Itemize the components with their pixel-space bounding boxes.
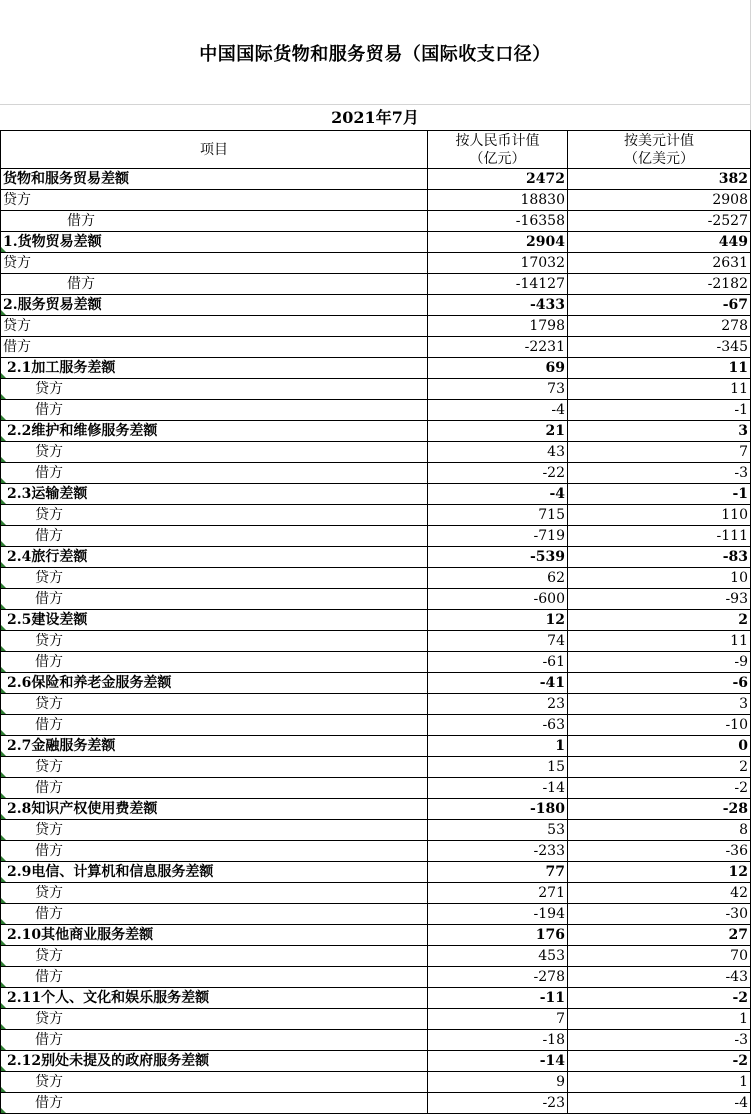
row-label <box>1 610 428 631</box>
page-title: 中国国际货物和服务贸易（国际收支口径） <box>199 44 551 65</box>
cell-marker-icon <box>1 247 6 252</box>
table-row <box>1 400 751 421</box>
cell-marker-icon <box>1 520 6 525</box>
table-row <box>1 610 751 631</box>
table-row <box>1 568 751 589</box>
rmb-value: -14 <box>428 1051 568 1072</box>
row-label <box>1 232 428 253</box>
usd-value: -2 <box>568 1051 751 1072</box>
cell-marker-icon <box>1 541 6 546</box>
usd-value: -43 <box>568 967 751 988</box>
rmb-value: -278 <box>428 967 568 988</box>
header-rmb-line1: 按人民币计值 <box>455 132 540 149</box>
row-label-text: 借方 <box>35 654 63 670</box>
row-label-text: 借方 <box>35 591 63 607</box>
row-label <box>1 883 428 904</box>
rmb-value: 53 <box>428 820 568 841</box>
table-row <box>1 442 751 463</box>
usd-value: 11 <box>568 631 751 652</box>
table-row <box>1 904 751 925</box>
row-label <box>1 1093 428 1114</box>
table-row <box>1 253 751 274</box>
rmb-value: -11 <box>428 988 568 1009</box>
cell-marker-icon <box>1 940 6 945</box>
table-row <box>1 421 751 442</box>
row-label <box>1 736 428 757</box>
cell-marker-icon <box>1 772 6 777</box>
row-label-text: 贷方 <box>3 255 31 271</box>
usd-value: 2631 <box>568 253 751 274</box>
table-row <box>1 547 751 568</box>
cell-marker-icon <box>1 310 6 315</box>
cell-marker-icon <box>1 835 6 840</box>
rmb-value: -539 <box>428 547 568 568</box>
cell-marker-icon <box>1 856 6 861</box>
table-row <box>1 1051 751 1072</box>
row-label <box>1 190 428 211</box>
row-label-text: 贷方 <box>35 570 63 586</box>
rmb-value: -4 <box>428 484 568 505</box>
usd-value: -2 <box>568 988 751 1009</box>
usd-value: 11 <box>568 358 751 379</box>
table-row <box>1 883 751 904</box>
rmb-value: 17032 <box>428 253 568 274</box>
row-label <box>1 988 428 1009</box>
row-label-text: 贷方 <box>35 1074 63 1090</box>
header-usd <box>568 131 751 169</box>
rmb-value: 2904 <box>428 232 568 253</box>
rmb-value: -14127 <box>428 274 568 295</box>
rmb-value: 1798 <box>428 316 568 337</box>
header-usd-line2: （亿美元） <box>624 150 694 167</box>
usd-value: 1 <box>568 1072 751 1093</box>
row-label <box>1 589 428 610</box>
row-label <box>1 631 428 652</box>
row-label <box>1 1051 428 1072</box>
table-row <box>1 316 751 337</box>
usd-value: -28 <box>568 799 751 820</box>
row-label <box>1 1030 428 1051</box>
row-label-text: 2.4旅行差额 <box>7 549 88 565</box>
table-row <box>1 526 751 547</box>
rmb-value: 271 <box>428 883 568 904</box>
row-label-text: 贷方 <box>35 696 63 712</box>
rmb-value: -63 <box>428 715 568 736</box>
row-label <box>1 211 428 232</box>
table-row <box>1 295 751 316</box>
cell-marker-icon <box>1 415 6 420</box>
row-label-text: 借方 <box>35 402 63 418</box>
row-label <box>1 463 428 484</box>
row-label <box>1 295 428 316</box>
rmb-value: 23 <box>428 694 568 715</box>
rmb-value: -194 <box>428 904 568 925</box>
row-label-text: 借方 <box>67 276 95 292</box>
table-row <box>1 652 751 673</box>
row-label <box>1 421 428 442</box>
usd-value: 278 <box>568 316 751 337</box>
cell-marker-icon <box>1 394 6 399</box>
cell-marker-icon <box>1 478 6 483</box>
row-label-text: 借方 <box>3 339 31 355</box>
row-label-text: 借方 <box>35 717 63 733</box>
rmb-value: 176 <box>428 925 568 946</box>
usd-value: 11 <box>568 379 751 400</box>
row-label <box>1 946 428 967</box>
usd-value: -67 <box>568 295 751 316</box>
rmb-value: -180 <box>428 799 568 820</box>
row-label-text: 货物和服务贸易差额 <box>3 171 129 187</box>
usd-value: -1 <box>568 400 751 421</box>
row-label-text: 贷方 <box>35 948 63 964</box>
row-label-text: 贷方 <box>3 192 31 208</box>
row-label-text: 贷方 <box>35 507 63 523</box>
row-label <box>1 673 428 694</box>
header-rmb-line2: （亿元） <box>469 150 526 167</box>
usd-value: -83 <box>568 547 751 568</box>
usd-value: -3 <box>568 463 751 484</box>
cell-marker-icon <box>1 982 6 987</box>
table-row <box>1 862 751 883</box>
usd-value: -111 <box>568 526 751 547</box>
rmb-value: -18 <box>428 1030 568 1051</box>
row-label-text: 贷方 <box>35 885 63 901</box>
table-row <box>1 820 751 841</box>
rmb-value: 43 <box>428 442 568 463</box>
cell-marker-icon <box>1 499 6 504</box>
rmb-value: -23 <box>428 1093 568 1114</box>
cell-marker-icon <box>1 1024 6 1029</box>
table-row <box>1 988 751 1009</box>
table-row <box>1 463 751 484</box>
table-row <box>1 799 751 820</box>
cell-marker-icon <box>1 919 6 924</box>
table-row <box>1 631 751 652</box>
row-label-text: 借方 <box>35 780 63 796</box>
cell-marker-icon <box>1 877 6 882</box>
rmb-value: -433 <box>428 295 568 316</box>
rmb-value: 74 <box>428 631 568 652</box>
usd-value: 3 <box>568 421 751 442</box>
rmb-value: -719 <box>428 526 568 547</box>
usd-value: 42 <box>568 883 751 904</box>
cell-marker-icon <box>1 604 6 609</box>
rmb-value: 69 <box>428 358 568 379</box>
row-label-text: 2.9电信、计算机和信息服务差额 <box>7 864 214 880</box>
title-area <box>0 0 751 105</box>
row-label-text: 2.8知识产权使用费差额 <box>7 801 158 817</box>
cell-marker-icon <box>1 898 6 903</box>
header-usd-line1: 按美元计值 <box>624 132 694 149</box>
row-label-text: 2.6保险和养老金服务差额 <box>7 675 172 691</box>
table-row <box>1 505 751 526</box>
row-label <box>1 358 428 379</box>
cell-marker-icon <box>1 1087 6 1092</box>
table-row <box>1 337 751 358</box>
table-row <box>1 1009 751 1030</box>
header-rmb <box>428 131 568 169</box>
row-label <box>1 652 428 673</box>
usd-value: 110 <box>568 505 751 526</box>
row-label <box>1 904 428 925</box>
row-label <box>1 484 428 505</box>
row-label <box>1 400 428 421</box>
row-label-text: 2.2维护和维修服务差额 <box>7 423 158 439</box>
usd-value: -36 <box>568 841 751 862</box>
table-body <box>1 169 751 1114</box>
table-row <box>1 274 751 295</box>
table-row <box>1 925 751 946</box>
row-label-text: 贷方 <box>35 381 63 397</box>
cell-marker-icon <box>1 793 6 798</box>
row-label-text: 贷方 <box>35 633 63 649</box>
row-label <box>1 820 428 841</box>
row-label <box>1 694 428 715</box>
cell-marker-icon <box>1 436 6 441</box>
usd-value: 3 <box>568 694 751 715</box>
table-row <box>1 358 751 379</box>
row-label-text: 2.1加工服务差额 <box>7 360 116 376</box>
row-label-text: 贷方 <box>35 444 63 460</box>
rmb-value: 9 <box>428 1072 568 1093</box>
table-row <box>1 736 751 757</box>
row-label <box>1 778 428 799</box>
row-label <box>1 169 428 190</box>
row-label <box>1 862 428 883</box>
table-row <box>1 715 751 736</box>
usd-value: 1 <box>568 1009 751 1030</box>
header-row <box>1 131 751 169</box>
cell-marker-icon <box>1 373 6 378</box>
table-row <box>1 841 751 862</box>
row-label-text: 借方 <box>35 906 63 922</box>
row-label-text: 2.5建设差额 <box>7 612 88 628</box>
row-label-text: 贷方 <box>35 1011 63 1027</box>
table-row <box>1 379 751 400</box>
usd-value: -30 <box>568 904 751 925</box>
table-row <box>1 484 751 505</box>
table-row <box>1 946 751 967</box>
rmb-value: 453 <box>428 946 568 967</box>
rmb-value: -14 <box>428 778 568 799</box>
row-label-text: 借方 <box>67 213 95 229</box>
rmb-value: 77 <box>428 862 568 883</box>
row-label <box>1 841 428 862</box>
usd-value: -3 <box>568 1030 751 1051</box>
rmb-value: 12 <box>428 610 568 631</box>
rmb-value: -2231 <box>428 337 568 358</box>
cell-marker-icon <box>1 751 6 756</box>
row-label-text: 2.3运输差额 <box>7 486 88 502</box>
rmb-value: 2472 <box>428 169 568 190</box>
row-label-text: 贷方 <box>35 822 63 838</box>
usd-value: 7 <box>568 442 751 463</box>
usd-value: 8 <box>568 820 751 841</box>
trade-table <box>0 130 751 1114</box>
row-label <box>1 274 428 295</box>
row-label-text: 2.7金融服务差额 <box>7 738 116 754</box>
usd-value: -2 <box>568 778 751 799</box>
row-label <box>1 316 428 337</box>
usd-value: -6 <box>568 673 751 694</box>
rmb-value: -22 <box>428 463 568 484</box>
usd-value: 2 <box>568 757 751 778</box>
table-row <box>1 190 751 211</box>
table-row <box>1 673 751 694</box>
usd-value: 10 <box>568 568 751 589</box>
row-label-text: 借方 <box>35 1095 63 1111</box>
row-label-text: 贷方 <box>35 759 63 775</box>
row-label-text: 1.货物贸易差额 <box>3 234 102 250</box>
usd-value: -10 <box>568 715 751 736</box>
row-label <box>1 967 428 988</box>
table-row <box>1 1030 751 1051</box>
cell-marker-icon <box>1 1066 6 1071</box>
cell-marker-icon <box>1 1045 6 1050</box>
cell-marker-icon <box>1 646 6 651</box>
usd-value: -1 <box>568 484 751 505</box>
row-label <box>1 1009 428 1030</box>
table-row <box>1 232 751 253</box>
usd-value: 2 <box>568 610 751 631</box>
cell-marker-icon <box>1 709 6 714</box>
rmb-value: 73 <box>428 379 568 400</box>
rmb-value: -16358 <box>428 211 568 232</box>
row-label-text: 2.11个人、文化和娱乐服务差额 <box>7 990 210 1006</box>
row-label <box>1 505 428 526</box>
row-label-text: 借方 <box>35 528 63 544</box>
row-label <box>1 925 428 946</box>
table-row <box>1 757 751 778</box>
rmb-value: -41 <box>428 673 568 694</box>
usd-value: -93 <box>568 589 751 610</box>
rmb-value: 7 <box>428 1009 568 1030</box>
rmb-value: 715 <box>428 505 568 526</box>
row-label-text: 借方 <box>35 969 63 985</box>
table-row <box>1 1072 751 1093</box>
rmb-value: 21 <box>428 421 568 442</box>
usd-value: -2527 <box>568 211 751 232</box>
cell-marker-icon <box>1 730 6 735</box>
rmb-value: 1 <box>428 736 568 757</box>
table-row <box>1 1093 751 1114</box>
usd-value: 449 <box>568 232 751 253</box>
row-label-text: 贷方 <box>3 318 31 334</box>
row-label-text: 2.12别处未提及的政府服务差额 <box>7 1053 210 1069</box>
cell-marker-icon <box>1 1003 6 1008</box>
usd-value: -9 <box>568 652 751 673</box>
cell-marker-icon <box>1 457 6 462</box>
rmb-value: 15 <box>428 757 568 778</box>
cell-marker-icon <box>1 625 6 630</box>
table-row <box>1 778 751 799</box>
usd-value: -2182 <box>568 274 751 295</box>
cell-marker-icon <box>1 562 6 567</box>
row-label <box>1 526 428 547</box>
row-label <box>1 253 428 274</box>
cell-marker-icon <box>1 1108 6 1113</box>
row-label <box>1 568 428 589</box>
usd-value: 12 <box>568 862 751 883</box>
table-row <box>1 694 751 715</box>
cell-marker-icon <box>1 814 6 819</box>
row-label <box>1 757 428 778</box>
row-label <box>1 442 428 463</box>
row-label-text: 2.服务贸易差额 <box>3 297 102 313</box>
usd-value: 0 <box>568 736 751 757</box>
rmb-value: 18830 <box>428 190 568 211</box>
cell-marker-icon <box>1 961 6 966</box>
table-row <box>1 967 751 988</box>
row-label <box>1 799 428 820</box>
cell-marker-icon <box>1 688 6 693</box>
row-label-text: 借方 <box>35 843 63 859</box>
usd-value: -4 <box>568 1093 751 1114</box>
rmb-value: 62 <box>428 568 568 589</box>
row-label <box>1 1072 428 1093</box>
cell-marker-icon <box>1 667 6 672</box>
row-label-text: 2.10其他商业服务差额 <box>7 927 154 943</box>
row-label <box>1 337 428 358</box>
rmb-value: -61 <box>428 652 568 673</box>
usd-value: -345 <box>568 337 751 358</box>
header-item: 项目 <box>1 131 428 169</box>
row-label <box>1 547 428 568</box>
table-row <box>1 169 751 190</box>
row-label-text: 借方 <box>35 1032 63 1048</box>
rmb-value: -4 <box>428 400 568 421</box>
cell-marker-icon <box>1 583 6 588</box>
row-label <box>1 715 428 736</box>
table-row <box>1 211 751 232</box>
usd-value: 70 <box>568 946 751 967</box>
table-row <box>1 589 751 610</box>
usd-value: 27 <box>568 925 751 946</box>
row-label-text: 借方 <box>35 465 63 481</box>
usd-value: 2908 <box>568 190 751 211</box>
rmb-value: -600 <box>428 589 568 610</box>
period-label: 2021年7月 <box>0 104 751 130</box>
usd-value: 382 <box>568 169 751 190</box>
rmb-value: -233 <box>428 841 568 862</box>
row-label <box>1 379 428 400</box>
